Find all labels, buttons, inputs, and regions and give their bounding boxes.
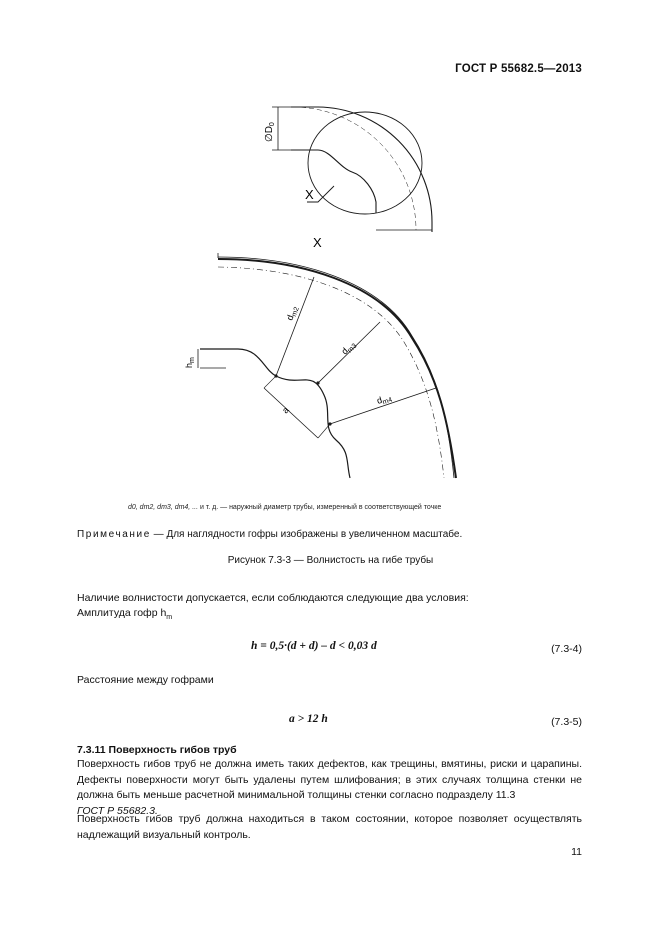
a-label: a: [280, 404, 291, 416]
note-label: Примечание: [77, 529, 151, 540]
formula-7-3-4-number: (7.3-4): [551, 643, 582, 655]
formula-7-3-4: h = 0,5·(d + d) – d < 0,03 d: [251, 640, 377, 652]
section-paragraph-1: Поверхность гибов труб не должна иметь таких дефектов, как трещины, вмятины, риски и царапины. Дефекты поверхности могут быть удалены путем шлифования; в этих случаях толщина стенки не должна быть меньше расчетной минимальной толщины стенки согласно подразделу 11.3 ГОСТ Р 55682.3.: [77, 758, 582, 817]
note: [77, 527, 462, 543]
distance-label: Расстояние между гофрами: [77, 674, 214, 686]
formula-7-3-5: a > 12 h: [289, 713, 328, 725]
centerline-detail: [218, 267, 444, 478]
legend-text: и т. д. — наружный диаметр трубы, измеренный в соответствующей точке: [198, 504, 442, 511]
detail-circle-x: [308, 112, 422, 214]
note-text: — Для наглядности гофры изображены в увеличенном масштабе.: [150, 529, 463, 540]
legend-symbols: d0, dm2, dm3, dm4, ...: [128, 504, 199, 511]
standard-number: ГОСТ Р 55682.5—2013: [455, 63, 582, 75]
dm2-dimension-line: [276, 277, 314, 376]
inner-contour-small: [291, 150, 376, 213]
hm-label: $h_m$: [184, 357, 196, 368]
formula-7-3-5-number: (7.3-5): [551, 716, 582, 728]
conditions-intro: Наличие волнистости допускается, если соблюдаются следующие два условия:: [77, 592, 469, 604]
outer-contour-small: [291, 107, 432, 232]
detail-marker-label: X: [305, 187, 314, 202]
dm3-label: $d_{m3}$: [339, 342, 359, 357]
standard-reference: ГОСТ Р 55682.3.: [77, 804, 158, 817]
figure-legend: [128, 504, 441, 511]
detail-title-label: X: [313, 235, 322, 250]
dm2-label: $d_{m2}$: [284, 306, 301, 322]
section-paragraph-2: Поверхность гибов труб должна находиться в таком состоянии, которое позволяет осуществлять надлежащий визуальный контроль.: [77, 813, 582, 841]
d0-label: $\emptyset D_0$: [264, 122, 276, 142]
centerline-small: [293, 107, 416, 230]
section-heading: 7.3.11 Поверхность гибов труб: [77, 744, 237, 756]
outer-contour-detail: [218, 259, 456, 478]
a-dimension-line: [264, 388, 318, 438]
page-number: 11: [571, 846, 582, 858]
dm4-label: $d_{m4}$: [375, 394, 394, 407]
amplitude-label: Амплитуда гофр $h_m$: [77, 607, 173, 622]
figure-caption: Рисунок 7.3-3 — Волнистость на гибе трубы: [227, 555, 434, 566]
